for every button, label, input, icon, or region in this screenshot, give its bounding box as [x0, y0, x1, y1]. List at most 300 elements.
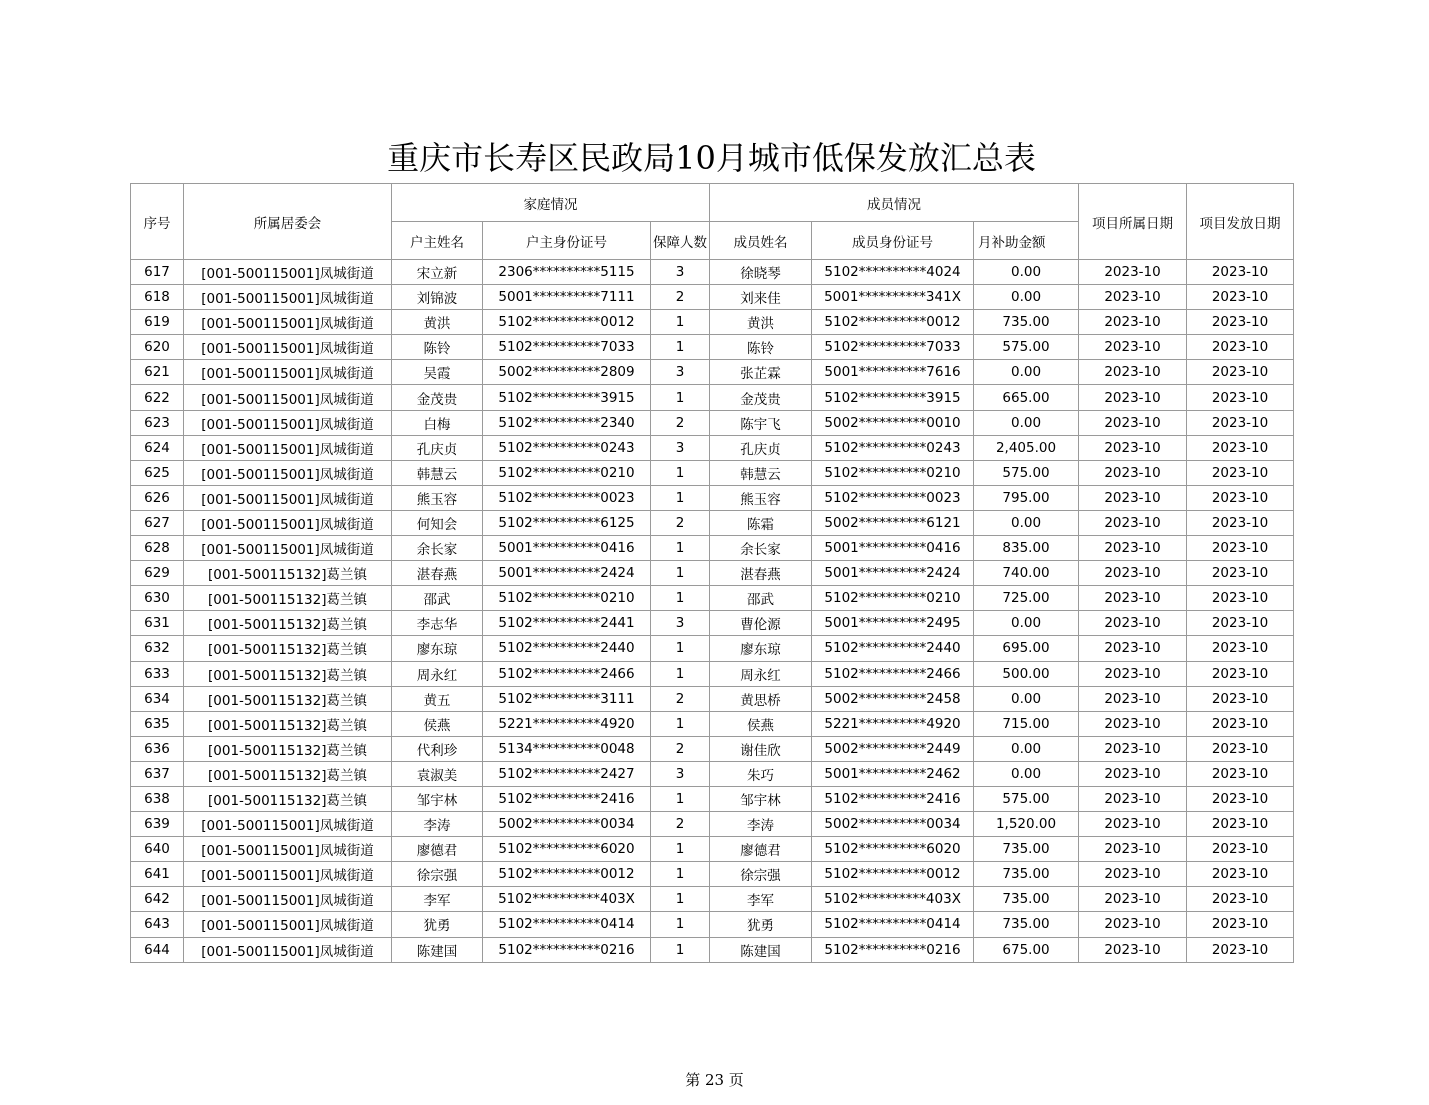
committee-cell: [001-500115001]凤城街道: [184, 812, 392, 837]
seq-cell: 632: [131, 636, 184, 661]
head-name-cell: 白梅: [392, 410, 483, 435]
member-id-cell: 5102**********0414: [812, 912, 974, 937]
project-date-cell: 2023-10: [1079, 260, 1187, 285]
member-id-cell: 5002**********6121: [812, 510, 974, 535]
member-name-cell: 余长家: [710, 536, 812, 561]
insured-count-cell: 2: [651, 410, 710, 435]
committee-cell: [001-500115132]葛兰镇: [184, 786, 392, 811]
head-name-cell: 金茂贵: [392, 385, 483, 410]
head-id-cell: 5102**********0210: [483, 586, 651, 611]
head-id-cell: 5102**********0210: [483, 460, 651, 485]
seq-cell: 641: [131, 862, 184, 887]
seq-cell: 639: [131, 812, 184, 837]
project-date-cell: 2023-10: [1079, 586, 1187, 611]
seq-cell: 633: [131, 661, 184, 686]
committee-cell: [001-500115001]凤城街道: [184, 460, 392, 485]
header-member-id: 成员身份证号: [812, 222, 974, 260]
seq-cell: 638: [131, 786, 184, 811]
table-row: [131, 460, 1294, 485]
member-id-cell: 5102**********6020: [812, 837, 974, 862]
member-name-cell: 黄洪: [710, 310, 812, 335]
header-head-name: 户主姓名: [392, 222, 483, 260]
member-id-cell: 5102**********0012: [812, 862, 974, 887]
member-id-cell: 5102**********3915: [812, 385, 974, 410]
monthly-amount-cell: 735.00: [974, 912, 1079, 937]
seq-cell: 637: [131, 761, 184, 786]
issue-date-cell: 2023-10: [1187, 761, 1294, 786]
head-name-cell: 黄五: [392, 686, 483, 711]
head-name-cell: 徐宗强: [392, 862, 483, 887]
committee-cell: [001-500115001]凤城街道: [184, 912, 392, 937]
page-number: 第 23 页: [685, 1071, 744, 1089]
table-row: [131, 837, 1294, 862]
committee-cell: [001-500115132]葛兰镇: [184, 661, 392, 686]
insured-count-cell: 1: [651, 862, 710, 887]
member-name-cell: 徐晓琴: [710, 260, 812, 285]
member-name-cell: 张芷霖: [710, 360, 812, 385]
head-id-cell: 5002**********0034: [483, 812, 651, 837]
project-date-cell: 2023-10: [1079, 310, 1187, 335]
committee-cell: [001-500115001]凤城街道: [184, 385, 392, 410]
head-id-cell: 5001**********0416: [483, 536, 651, 561]
issue-date-cell: 2023-10: [1187, 485, 1294, 510]
member-id-cell: 5102**********2416: [812, 786, 974, 811]
head-name-cell: 代利珍: [392, 736, 483, 761]
member-id-cell: 5001**********341X: [812, 285, 974, 310]
project-date-cell: 2023-10: [1079, 485, 1187, 510]
member-name-cell: 熊玉容: [710, 485, 812, 510]
member-name-cell: 陈霜: [710, 510, 812, 535]
committee-cell: [001-500115132]葛兰镇: [184, 636, 392, 661]
insured-count-cell: 1: [651, 887, 710, 912]
issue-date-cell: 2023-10: [1187, 786, 1294, 811]
head-id-cell: 5102**********6020: [483, 837, 651, 862]
seq-cell: 635: [131, 711, 184, 736]
head-name-cell: 李军: [392, 887, 483, 912]
project-date-cell: 2023-10: [1079, 786, 1187, 811]
header-project-date: 项目所属日期: [1079, 184, 1187, 260]
seq-cell: 636: [131, 736, 184, 761]
header-issue-date: 项目发放日期: [1187, 184, 1294, 260]
head-id-cell: 5102**********0216: [483, 937, 651, 962]
committee-cell: [001-500115001]凤城街道: [184, 335, 392, 360]
project-date-cell: 2023-10: [1079, 536, 1187, 561]
insured-count-cell: 1: [651, 485, 710, 510]
issue-date-cell: 2023-10: [1187, 912, 1294, 937]
issue-date-cell: 2023-10: [1187, 536, 1294, 561]
committee-cell: [001-500115132]葛兰镇: [184, 586, 392, 611]
monthly-amount-cell: 740.00: [974, 561, 1079, 586]
committee-cell: [001-500115001]凤城街道: [184, 260, 392, 285]
insured-count-cell: 3: [651, 260, 710, 285]
member-id-cell: 5102**********0243: [812, 435, 974, 460]
head-id-cell: 5102**********0414: [483, 912, 651, 937]
issue-date-cell: 2023-10: [1187, 385, 1294, 410]
member-id-cell: 5102**********7033: [812, 335, 974, 360]
table-row: [131, 686, 1294, 711]
head-id-cell: 5102**********6125: [483, 510, 651, 535]
monthly-amount-cell: 575.00: [974, 786, 1079, 811]
monthly-amount-cell: 0.00: [974, 260, 1079, 285]
member-name-cell: 韩慧云: [710, 460, 812, 485]
issue-date-cell: 2023-10: [1187, 561, 1294, 586]
header-member-group: 成员情况: [710, 184, 1079, 222]
monthly-amount-cell: 735.00: [974, 310, 1079, 335]
committee-cell: [001-500115001]凤城街道: [184, 435, 392, 460]
member-name-cell: 李军: [710, 887, 812, 912]
monthly-amount-cell: 2,405.00: [974, 435, 1079, 460]
header-family-group: 家庭情况: [392, 184, 710, 222]
committee-cell: [001-500115001]凤城街道: [184, 887, 392, 912]
committee-cell: [001-500115132]葛兰镇: [184, 761, 392, 786]
committee-cell: [001-500115132]葛兰镇: [184, 736, 392, 761]
member-id-cell: 5002**********2458: [812, 686, 974, 711]
issue-date-cell: 2023-10: [1187, 335, 1294, 360]
monthly-amount-cell: 675.00: [974, 937, 1079, 962]
member-name-cell: 孔庆贞: [710, 435, 812, 460]
member-id-cell: 5221**********4920: [812, 711, 974, 736]
table-row: [131, 636, 1294, 661]
insured-count-cell: 1: [651, 786, 710, 811]
project-date-cell: 2023-10: [1079, 285, 1187, 310]
table-row: [131, 310, 1294, 335]
head-id-cell: 5221**********4920: [483, 711, 651, 736]
committee-cell: [001-500115001]凤城街道: [184, 937, 392, 962]
issue-date-cell: 2023-10: [1187, 686, 1294, 711]
table-row: [131, 812, 1294, 837]
head-name-cell: 陈铃: [392, 335, 483, 360]
issue-date-cell: 2023-10: [1187, 862, 1294, 887]
monthly-amount-cell: 0.00: [974, 761, 1079, 786]
member-name-cell: 黄思桥: [710, 686, 812, 711]
head-name-cell: 湛春燕: [392, 561, 483, 586]
insured-count-cell: 1: [651, 536, 710, 561]
seq-cell: 629: [131, 561, 184, 586]
seq-cell: 619: [131, 310, 184, 335]
project-date-cell: 2023-10: [1079, 611, 1187, 636]
committee-cell: [001-500115001]凤城街道: [184, 310, 392, 335]
monthly-amount-cell: 0.00: [974, 736, 1079, 761]
head-id-cell: 5102**********3111: [483, 686, 651, 711]
head-id-cell: 2306**********5115: [483, 260, 651, 285]
issue-date-cell: 2023-10: [1187, 260, 1294, 285]
monthly-amount-cell: 735.00: [974, 862, 1079, 887]
table-row: [131, 611, 1294, 636]
head-id-cell: 5134**********0048: [483, 736, 651, 761]
table-header: [131, 184, 1294, 260]
head-id-cell: 5102**********3915: [483, 385, 651, 410]
table-row: [131, 887, 1294, 912]
member-name-cell: 曹伦源: [710, 611, 812, 636]
head-name-cell: 李志华: [392, 611, 483, 636]
head-id-cell: 5102**********0243: [483, 435, 651, 460]
head-name-cell: 邵武: [392, 586, 483, 611]
table-row: [131, 510, 1294, 535]
head-id-cell: 5102**********0023: [483, 485, 651, 510]
issue-date-cell: 2023-10: [1187, 285, 1294, 310]
head-id-cell: 5102**********0012: [483, 310, 651, 335]
member-name-cell: 陈铃: [710, 335, 812, 360]
issue-date-cell: 2023-10: [1187, 611, 1294, 636]
issue-date-cell: 2023-10: [1187, 310, 1294, 335]
member-id-cell: 5102**********0216: [812, 937, 974, 962]
insured-count-cell: 1: [651, 460, 710, 485]
committee-cell: [001-500115001]凤城街道: [184, 862, 392, 887]
member-name-cell: 邹宇林: [710, 786, 812, 811]
insured-count-cell: 2: [651, 686, 710, 711]
seq-cell: 620: [131, 335, 184, 360]
table-row: [131, 912, 1294, 937]
committee-cell: [001-500115132]葛兰镇: [184, 561, 392, 586]
seq-cell: 634: [131, 686, 184, 711]
table-row: [131, 786, 1294, 811]
project-date-cell: 2023-10: [1079, 887, 1187, 912]
project-date-cell: 2023-10: [1079, 736, 1187, 761]
insured-count-cell: 1: [651, 385, 710, 410]
monthly-amount-cell: 835.00: [974, 536, 1079, 561]
head-id-cell: 5102**********7033: [483, 335, 651, 360]
monthly-amount-cell: 500.00: [974, 661, 1079, 686]
project-date-cell: 2023-10: [1079, 410, 1187, 435]
monthly-amount-cell: 0.00: [974, 611, 1079, 636]
member-name-cell: 李涛: [710, 812, 812, 837]
seq-cell: 630: [131, 586, 184, 611]
seq-cell: 618: [131, 285, 184, 310]
head-id-cell: 5102**********2427: [483, 761, 651, 786]
monthly-amount-cell: 575.00: [974, 460, 1079, 485]
project-date-cell: 2023-10: [1079, 937, 1187, 962]
member-name-cell: 陈建国: [710, 937, 812, 962]
head-name-cell: 熊玉容: [392, 485, 483, 510]
header-head-id: 户主身份证号: [483, 222, 651, 260]
head-name-cell: 余长家: [392, 536, 483, 561]
monthly-amount-cell: 665.00: [974, 385, 1079, 410]
head-name-cell: 刘锦波: [392, 285, 483, 310]
member-name-cell: 刘来佳: [710, 285, 812, 310]
project-date-cell: 2023-10: [1079, 912, 1187, 937]
project-date-cell: 2023-10: [1079, 561, 1187, 586]
head-name-cell: 周永红: [392, 661, 483, 686]
issue-date-cell: 2023-10: [1187, 937, 1294, 962]
committee-cell: [001-500115001]凤城街道: [184, 485, 392, 510]
table-row: [131, 335, 1294, 360]
insured-count-cell: 3: [651, 611, 710, 636]
seq-cell: 623: [131, 410, 184, 435]
committee-cell: [001-500115001]凤城街道: [184, 536, 392, 561]
table-row: [131, 586, 1294, 611]
issue-date-cell: 2023-10: [1187, 837, 1294, 862]
member-id-cell: 5102**********4024: [812, 260, 974, 285]
project-date-cell: 2023-10: [1079, 460, 1187, 485]
issue-date-cell: 2023-10: [1187, 812, 1294, 837]
seq-cell: 621: [131, 360, 184, 385]
monthly-amount-cell: 715.00: [974, 711, 1079, 736]
table-row: [131, 711, 1294, 736]
table-row: [131, 661, 1294, 686]
issue-date-cell: 2023-10: [1187, 360, 1294, 385]
page-title: 重庆市长寿区民政局10月城市低保发放汇总表: [387, 139, 1036, 177]
monthly-amount-cell: 735.00: [974, 837, 1079, 862]
member-name-cell: 廖德君: [710, 837, 812, 862]
head-name-cell: 邹宇林: [392, 786, 483, 811]
head-id-cell: 5002**********2809: [483, 360, 651, 385]
subsidy-table: [130, 183, 1294, 963]
head-name-cell: 吴霞: [392, 360, 483, 385]
issue-date-cell: 2023-10: [1187, 887, 1294, 912]
seq-cell: 626: [131, 485, 184, 510]
head-id-cell: 5102**********2416: [483, 786, 651, 811]
seq-cell: 625: [131, 460, 184, 485]
head-id-cell: 5001**********2424: [483, 561, 651, 586]
seq-cell: 617: [131, 260, 184, 285]
monthly-amount-cell: 0.00: [974, 285, 1079, 310]
table-row: [131, 485, 1294, 510]
member-name-cell: 金茂贵: [710, 385, 812, 410]
issue-date-cell: 2023-10: [1187, 510, 1294, 535]
table-row: [131, 862, 1294, 887]
insured-count-cell: 1: [651, 335, 710, 360]
project-date-cell: 2023-10: [1079, 812, 1187, 837]
project-date-cell: 2023-10: [1079, 636, 1187, 661]
insured-count-cell: 1: [651, 586, 710, 611]
head-id-cell: 5102**********403X: [483, 887, 651, 912]
issue-date-cell: 2023-10: [1187, 410, 1294, 435]
member-id-cell: 5001**********2424: [812, 561, 974, 586]
seq-cell: 628: [131, 536, 184, 561]
insured-count-cell: 1: [651, 711, 710, 736]
member-name-cell: 邵武: [710, 586, 812, 611]
monthly-amount-cell: 795.00: [974, 485, 1079, 510]
insured-count-cell: 1: [651, 937, 710, 962]
member-name-cell: 朱巧: [710, 761, 812, 786]
head-name-cell: 孔庆贞: [392, 435, 483, 460]
member-name-cell: 徐宗强: [710, 862, 812, 887]
head-name-cell: 廖德君: [392, 837, 483, 862]
head-name-cell: 侯燕: [392, 711, 483, 736]
head-id-cell: 5102**********2340: [483, 410, 651, 435]
insured-count-cell: 3: [651, 360, 710, 385]
member-id-cell: 5002**********0034: [812, 812, 974, 837]
issue-date-cell: 2023-10: [1187, 636, 1294, 661]
seq-cell: 622: [131, 385, 184, 410]
insured-count-cell: 1: [651, 837, 710, 862]
table-row: [131, 385, 1294, 410]
monthly-amount-cell: 735.00: [974, 887, 1079, 912]
head-name-cell: 陈建国: [392, 937, 483, 962]
table-row: [131, 761, 1294, 786]
project-date-cell: 2023-10: [1079, 761, 1187, 786]
table-row: [131, 561, 1294, 586]
table-row: [131, 285, 1294, 310]
head-id-cell: 5001**********7111: [483, 285, 651, 310]
seq-cell: 624: [131, 435, 184, 460]
insured-count-cell: 1: [651, 310, 710, 335]
member-id-cell: 5001**********0416: [812, 536, 974, 561]
table-row: [131, 937, 1294, 962]
issue-date-cell: 2023-10: [1187, 586, 1294, 611]
member-id-cell: 5102**********2440: [812, 636, 974, 661]
insured-count-cell: 3: [651, 435, 710, 460]
head-id-cell: 5102**********2440: [483, 636, 651, 661]
table-row: [131, 360, 1294, 385]
monthly-amount-cell: 1,520.00: [974, 812, 1079, 837]
issue-date-cell: 2023-10: [1187, 661, 1294, 686]
table-row: [131, 435, 1294, 460]
head-name-cell: 韩慧云: [392, 460, 483, 485]
seq-cell: 627: [131, 510, 184, 535]
member-id-cell: 5102**********0210: [812, 460, 974, 485]
insured-count-cell: 1: [651, 561, 710, 586]
member-id-cell: 5102**********0210: [812, 586, 974, 611]
monthly-amount-cell: 695.00: [974, 636, 1079, 661]
header-member-name: 成员姓名: [710, 222, 812, 260]
head-name-cell: 黄洪: [392, 310, 483, 335]
table-row: [131, 736, 1294, 761]
seq-cell: 644: [131, 937, 184, 962]
project-date-cell: 2023-10: [1079, 661, 1187, 686]
project-date-cell: 2023-10: [1079, 510, 1187, 535]
seq-cell: 640: [131, 837, 184, 862]
head-name-cell: 何知会: [392, 510, 483, 535]
committee-cell: [001-500115001]凤城街道: [184, 410, 392, 435]
member-id-cell: 5102**********403X: [812, 887, 974, 912]
issue-date-cell: 2023-10: [1187, 460, 1294, 485]
project-date-cell: 2023-10: [1079, 837, 1187, 862]
committee-cell: [001-500115001]凤城街道: [184, 360, 392, 385]
head-name-cell: 犹勇: [392, 912, 483, 937]
issue-date-cell: 2023-10: [1187, 736, 1294, 761]
header-seq: 序号: [131, 184, 184, 260]
member-id-cell: 5001**********7616: [812, 360, 974, 385]
monthly-amount-cell: 725.00: [974, 586, 1079, 611]
member-name-cell: 周永红: [710, 661, 812, 686]
member-name-cell: 廖东琼: [710, 636, 812, 661]
issue-date-cell: 2023-10: [1187, 435, 1294, 460]
insured-count-cell: 1: [651, 636, 710, 661]
head-name-cell: 袁淑美: [392, 761, 483, 786]
monthly-amount-cell: 0.00: [974, 410, 1079, 435]
project-date-cell: 2023-10: [1079, 385, 1187, 410]
seq-cell: 631: [131, 611, 184, 636]
insured-count-cell: 2: [651, 736, 710, 761]
table-row: [131, 410, 1294, 435]
committee-cell: [001-500115132]葛兰镇: [184, 686, 392, 711]
header-insured-count: 保障人数: [651, 222, 710, 260]
member-id-cell: 5102**********0023: [812, 485, 974, 510]
member-name-cell: 湛春燕: [710, 561, 812, 586]
head-name-cell: 廖东琼: [392, 636, 483, 661]
head-name-cell: 宋立新: [392, 260, 483, 285]
insured-count-cell: 2: [651, 812, 710, 837]
member-name-cell: 犹勇: [710, 912, 812, 937]
project-date-cell: 2023-10: [1079, 711, 1187, 736]
header-monthly-amount: 月补助金额: [974, 222, 1079, 260]
committee-cell: [001-500115132]葛兰镇: [184, 711, 392, 736]
project-date-cell: 2023-10: [1079, 360, 1187, 385]
member-name-cell: 陈宇飞: [710, 410, 812, 435]
project-date-cell: 2023-10: [1079, 686, 1187, 711]
table-row: [131, 260, 1294, 285]
member-name-cell: 侯燕: [710, 711, 812, 736]
head-name-cell: 李涛: [392, 812, 483, 837]
member-id-cell: 5001**********2495: [812, 611, 974, 636]
committee-cell: [001-500115132]葛兰镇: [184, 611, 392, 636]
monthly-amount-cell: 0.00: [974, 360, 1079, 385]
insured-count-cell: 1: [651, 661, 710, 686]
monthly-amount-cell: 575.00: [974, 335, 1079, 360]
committee-cell: [001-500115001]凤城街道: [184, 285, 392, 310]
table-body: [131, 260, 1294, 963]
